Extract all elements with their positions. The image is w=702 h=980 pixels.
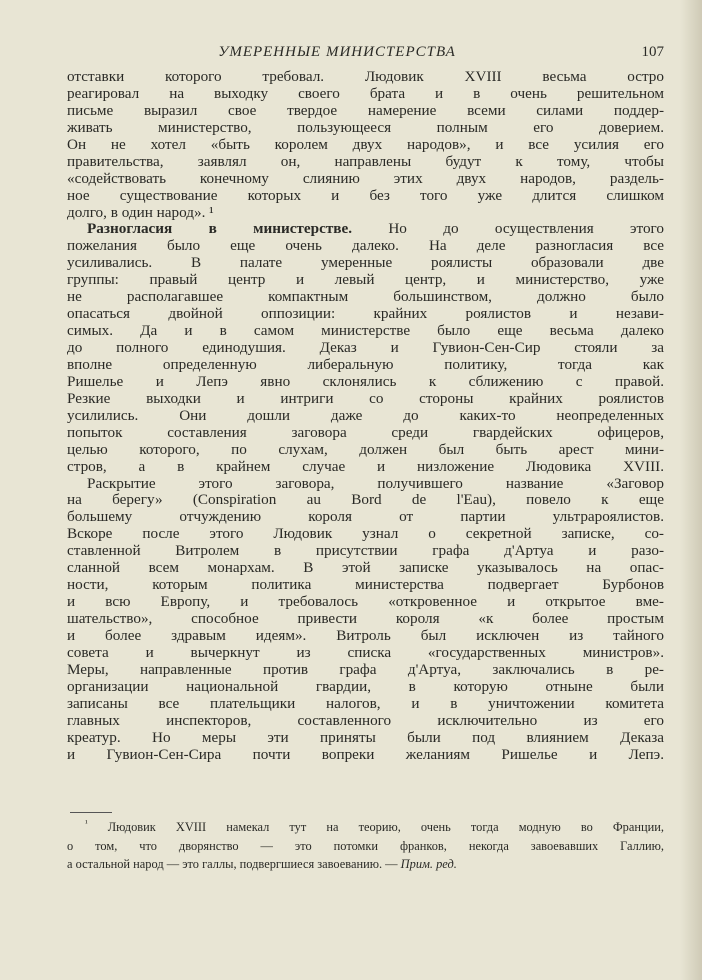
line-text: попыток составления заговора среди гвардейских офицеров, (67, 423, 664, 441)
text-line (67, 289, 664, 306)
text-line (67, 357, 664, 374)
line-text: ности, которым политика министерства подвергает Бурбонов (67, 576, 664, 594)
text-line (67, 306, 664, 323)
line-text: на берегу» (Conspiration au Bord de l'Eau), повело к еще (67, 491, 664, 509)
text-line (67, 509, 664, 526)
line-text: пожелания было еще очень далеко. На деле разногласия все (67, 237, 664, 255)
text-line (67, 103, 664, 120)
text-line (67, 662, 664, 679)
line-text: записаны все плательщики налогов, и в уничтожении комитета (67, 694, 664, 712)
line-text: Ришелье и Лепэ явно склонялись к сближению с правой. (67, 372, 664, 390)
line-text: шательство», способное привести короля «к более простым (67, 610, 664, 627)
text-line (67, 86, 664, 103)
text-line (67, 120, 664, 137)
line-text: симых. Да и в самом министерстве было еще весьма далеко (67, 322, 664, 340)
line-text: Раскрытие этого заговора, получившего название «Заговор (87, 474, 664, 492)
line-text: большему отчуждению короля от партии ультрароялистов. (67, 508, 664, 526)
editor-note-attribution: Прим. ред. (400, 857, 457, 871)
text-line (67, 628, 664, 645)
line-text: Вскоре после этого Людовик узнал о секретной записке, со- (67, 525, 664, 543)
running-title: УМЕРЕННЫЕ МИНИСТЕРСТВА (218, 44, 456, 60)
line-text: долго, в один народ». ¹ (67, 203, 214, 221)
footnote-text: Людовик XVIII намекал тут на теорию, очень тогда модную во Франции, (107, 820, 664, 834)
page-number: 107 (641, 44, 664, 60)
text-line (67, 526, 664, 543)
footnote-text: о том, что дворянство — это потомки франков, некогда завоевавших Галлию, (67, 838, 664, 853)
line-text: главных инспекторов, составленного исключительно из его (67, 711, 664, 729)
line-text: и Гувион-Сен-Сира почти вопреки желаниям Ришелье и Лепэ. (67, 745, 664, 763)
line-text: правительства, заявлял он, направлены будут к тому, чтобы (67, 152, 664, 170)
page-fold-shadow (680, 0, 702, 980)
footnote-line (67, 837, 664, 856)
line-text: опасаться двойной оппозиции: крайних роялистов и незави- (67, 305, 664, 323)
text-line (67, 747, 664, 764)
line-text: совета и вычеркнут из списка «государственных министров». (67, 643, 664, 661)
line-text: группы: правый центр и левый центр, и министерство, уже (67, 271, 664, 289)
line-text: усиливались. В палате умеренные роялисты образовали две (67, 254, 664, 272)
text-line (67, 137, 664, 154)
text-line (67, 205, 664, 222)
line-text: сланной всем монархам. В этой записке указывалось на опас- (67, 559, 664, 577)
line-text: Он не хотел «быть королем двух народов», и все усилия его (67, 135, 664, 153)
page-header (67, 44, 664, 64)
body-text (67, 69, 664, 763)
text-line (67, 560, 664, 577)
text-line (67, 492, 664, 509)
line-text: и более здравым идеям». Витроль был исключен из тайного (67, 626, 664, 644)
line-text: организации национальной гвардии, в которую отныне были (67, 677, 664, 695)
footnote-line (67, 818, 664, 837)
line-text: Резкие выходки и интриги со стороны крайних роялистов (67, 389, 664, 407)
text-line (67, 255, 664, 272)
line-text: не располагавшее компактным большинством, должно было (67, 288, 664, 306)
text-line (67, 696, 664, 713)
text-line (67, 577, 664, 594)
text-line (67, 221, 664, 238)
text-line (67, 154, 664, 171)
footnote-text: а остальной народ — это галлы, подвергшиеся завоеванию. — (67, 857, 398, 871)
line-text: ставленной Витролем в присутствии графа д'Артуа и разо- (67, 542, 664, 560)
text-line (67, 391, 664, 408)
line-text: письме выразил свое твердое намерение всеми силами поддер- (67, 101, 664, 119)
text-line (67, 374, 664, 391)
line-text: «содействовать конечному слиянию этих двух народов, раздель- (67, 169, 664, 187)
line-text: до полного единодушия. Деказ и Гувион-Сен-Сир стояли за (67, 339, 664, 356)
line-text: стров, а в крайнем случае и низложение Людовика XVIII. (67, 457, 664, 475)
line-text: вполне определенную либеральную политику, тогда как (67, 355, 664, 373)
line-text: Меры, направленные против графа д'Артуа, заключались в ре- (67, 660, 664, 678)
text-line (67, 476, 664, 493)
text-line (67, 425, 664, 442)
line-text: живать министерство, пользующееся полным его доверием. (67, 118, 664, 136)
footnote-marker: ¹ (85, 817, 88, 828)
footnote-line (67, 855, 664, 874)
text-line (67, 442, 664, 459)
text-line (67, 713, 664, 730)
line-text: отставки которого требовал. Людовик XVIII весьма остро (67, 68, 664, 85)
text-line (67, 594, 664, 611)
line-text: ное существование которых и без того уже длится слишком (67, 186, 664, 204)
line-text: усилились. Они дошли даже до каких-то неопределенных (67, 406, 664, 424)
footnotes (67, 818, 664, 874)
text-line (67, 272, 664, 289)
text-line (67, 611, 664, 628)
line-text: реагировал на выходку своего брата и в очень решительном (67, 84, 664, 102)
footnote-rule (70, 812, 112, 813)
text-line (67, 323, 664, 340)
line-text: и всю Европу, и требовалось «откровенное и открытое вме- (67, 593, 664, 611)
text-line (67, 238, 664, 255)
section-heading: Разногласия в министерстве. (87, 220, 353, 238)
line-text: Но до осуществления этого (352, 220, 664, 238)
line-text: креатур. Но меры эти приняты были под влиянием Деказа (67, 728, 664, 746)
text-line (67, 645, 664, 662)
text-line (67, 459, 664, 476)
text-line (67, 188, 664, 205)
text-line (67, 408, 664, 425)
text-line (67, 171, 664, 188)
text-line (67, 543, 664, 560)
text-line (67, 340, 664, 357)
line-text: целью которого, по слухам, должен был быть арест мини- (67, 440, 664, 458)
text-line (67, 679, 664, 696)
text-line (67, 69, 664, 86)
text-line (67, 730, 664, 747)
